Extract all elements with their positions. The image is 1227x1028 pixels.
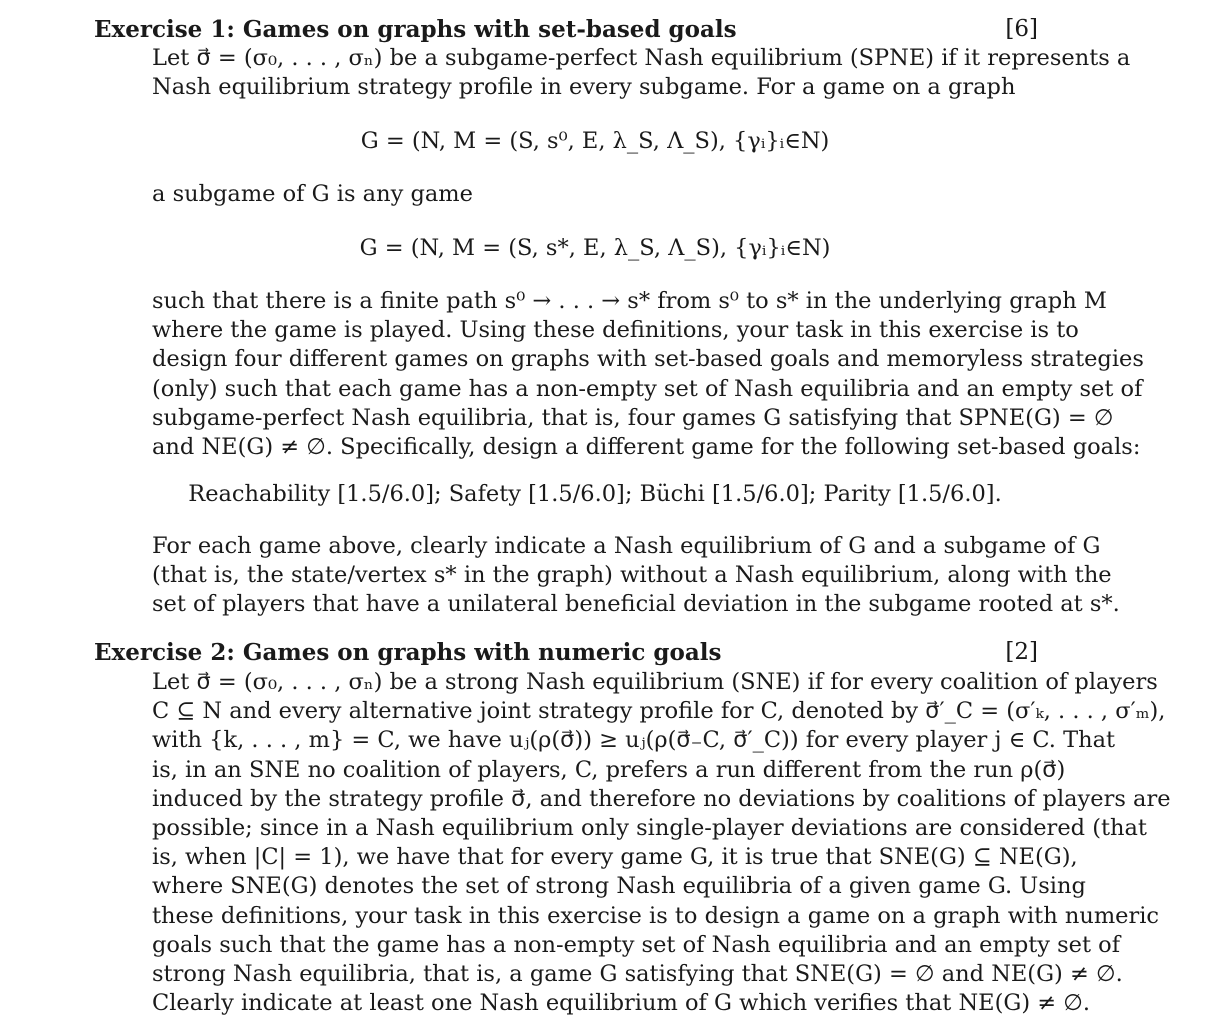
text-line: design four different games on graphs with set-based goals and memoryless strategies bbox=[152, 346, 1144, 373]
exercise1-task bbox=[152, 287, 1144, 462]
text-line: goals such that the game has a non-empty set of Nash equilibria and an empty set of bbox=[152, 931, 1121, 958]
text-line: subgame-perfect Nash equilibria, that is, four games G satisfying that SPNE(G) = ∅ bbox=[152, 404, 1114, 431]
exercise2-points: [2] bbox=[1005, 639, 1038, 665]
exercise2-title: Exercise 2: Games on graphs with numeric goals bbox=[94, 639, 722, 666]
exercise1-heading bbox=[94, 16, 1038, 43]
text-line: with {k, . . . , m} = C, we have uⱼ(ρ(σ⃗)) ≥ uⱼ(ρ(σ⃗₋C, σ⃗′_C)) for every player j ∈ C. That bbox=[152, 727, 1116, 754]
text-line: induced by the strategy profile σ⃗, and therefore no deviations by coalitions of players are bbox=[152, 785, 1171, 812]
text-line: such that there is a finite path s⁰ → . . . → s* from s⁰ to s* in the underlying graph M bbox=[152, 288, 1107, 314]
subgame-sentence: a subgame of G is any game bbox=[152, 181, 473, 207]
text-line: Let σ⃗ = (σ₀, . . . , σₙ) be a strong Nash equilibrium (SNE) if for every coalition of players bbox=[152, 669, 1158, 695]
text-line: possible; since in a Nash equilibrium only single-player deviations are considered (that bbox=[152, 815, 1147, 842]
exercise1-title: Exercise 1: Games on graphs with set-based goals bbox=[94, 16, 737, 43]
text-line: is, in an SNE no coalition of players, C, prefers a run different from the run ρ(σ⃗) bbox=[152, 756, 1066, 783]
equation-subgame: G = (N, M = (S, s*, E, λ_S, Λ_S), {γᵢ}ᵢ∈N) bbox=[359, 235, 831, 261]
text-line: (that is, the state/vertex s* in the graph) without a Nash equilibrium, along with the bbox=[152, 562, 1112, 589]
text-line: Let σ⃗ = (σ₀, . . . , σₙ) be a subgame-perfect Nash equilibrium (SPNE) if it represents a bbox=[152, 45, 1131, 71]
text-line: and NE(G) ≠ ∅. Specifically, design a different game for the following set-based goals: bbox=[152, 434, 1141, 461]
exercise2-heading bbox=[94, 639, 1038, 666]
exercise1-intro bbox=[152, 44, 1131, 102]
equation-game: G = (N, M = (S, s⁰, E, λ_S, Λ_S), {γᵢ}ᵢ∈N) bbox=[360, 128, 830, 154]
text-line: Clearly indicate at least one Nash equilibrium of G which verifies that NE(G) ≠ ∅. bbox=[152, 990, 1091, 1017]
exercise2-body bbox=[152, 668, 1171, 1018]
text-line: Nash equilibrium strategy profile in every subgame. For a game on a graph bbox=[152, 74, 1016, 101]
text-line: For each game above, clearly indicate a Nash equilibrium of G and a subgame of G bbox=[152, 533, 1101, 559]
text-line: strong Nash equilibria, that is, a game G satisfying that SNE(G) = ∅ and NE(G) ≠ ∅. bbox=[152, 961, 1123, 988]
text-line: C ⊆ N and every alternative joint strategy profile for C, denoted by σ⃗′_C = (σ′ₖ, . . . , σ′ₘ), bbox=[152, 698, 1166, 725]
exercise1-instructions bbox=[152, 532, 1120, 620]
exercise1-points: [6] bbox=[1005, 16, 1038, 42]
text-line: where SNE(G) denotes the set of strong Nash equilibria of a given game G. Using bbox=[152, 873, 1086, 900]
text-line: these definitions, your task in this exercise is to design a game on a graph with numeric bbox=[152, 902, 1160, 929]
goal-list: Reachability [1.5/6.0]; Safety [1.5/6.0]; Büchi [1.5/6.0]; Parity [1.5/6.0]. bbox=[188, 481, 1002, 507]
text-line: (only) such that each game has a non-empty set of Nash equilibria and an empty set of bbox=[152, 375, 1143, 402]
text-line: is, when |C| = 1), we have that for every game G, it is true that SNE(G) ⊆ NE(G), bbox=[152, 844, 1078, 871]
text-line: where the game is played. Using these definitions, your task in this exercise is to bbox=[152, 317, 1079, 344]
text-line: set of players that have a unilateral beneficial deviation in the subgame rooted at s*. bbox=[152, 591, 1120, 618]
